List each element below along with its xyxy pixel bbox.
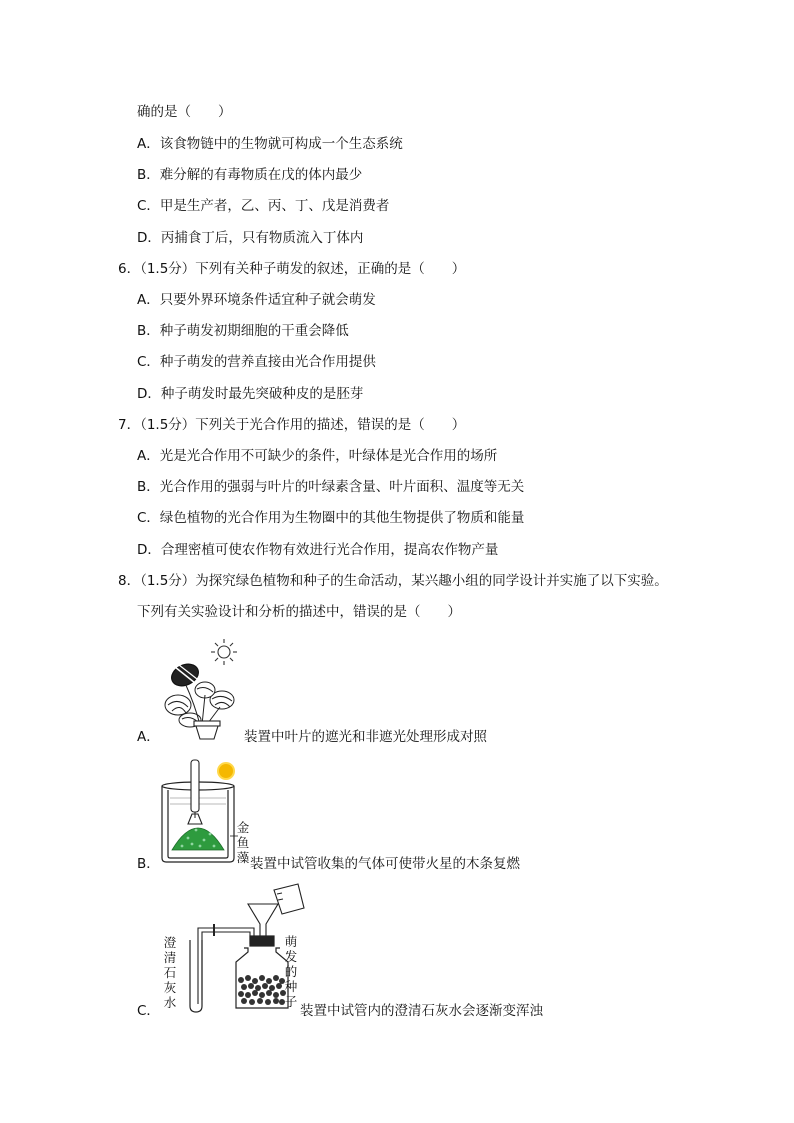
sun-icon (218, 763, 234, 779)
limewater-test-tube (190, 940, 202, 1012)
germinating-seeds-label: 萌发的种子 (284, 934, 298, 1009)
aquatic-plant (172, 828, 224, 850)
sun-icon (211, 639, 237, 665)
q6-option-b: B．种子萌发初期细胞的干重会降低 (137, 323, 349, 339)
q8-option-c-text: 装置中试管内的澄清石灰水会逐渐变浑浊 (300, 1003, 543, 1019)
question-6: 6．（1.5分）下列有关种子萌发的叙述，正确的是（ ） (118, 261, 466, 277)
q8-option-c-letter: C． (137, 1003, 160, 1019)
aquatic-plant-label: 金鱼藻 (236, 820, 250, 865)
flower-pot (194, 721, 220, 739)
q8-option-a-letter: A． (137, 729, 160, 745)
question-5-stem-end: 确的是（ ） (137, 104, 232, 120)
q8-option-b-text: 装置中试管收集的气体可使带火星的木条复燃 (250, 856, 520, 872)
q7-option-d: D．合理密植可使农作物有效进行光合作用，提高农作物产量 (137, 542, 499, 558)
q5-option-c: C．甲是生产者，乙、丙、丁、戊是消费者 (137, 198, 390, 214)
q7-option-c: C．绿色植物的光合作用为生物圈中的其他生物提供了物质和能量 (137, 510, 525, 526)
q6-option-c: C．种子萌发的营养直接由光合作用提供 (137, 354, 376, 370)
q8-option-b-letter: B． (137, 856, 160, 872)
q8-option-a-text: 装置中叶片的遮光和非遮光处理形成对照 (244, 729, 487, 745)
q5-option-d: D．丙捕食丁后，只有物质流入丁体内 (137, 230, 364, 246)
q7-option-a: A．光是光合作用不可缺少的条件，叶绿体是光合作用的场所 (137, 448, 498, 464)
q7-option-b: B．光合作用的强弱与叶片的叶绿素含量、叶片面积、温度等无关 (137, 479, 525, 495)
pouring-beaker (274, 884, 304, 914)
limewater-label: 澄清石灰水 (163, 935, 177, 1010)
q5-option-b: B．难分解的有毒物质在戊的体内最少 (137, 167, 363, 183)
question-8: 8．（1.5分）为探究绿色植物和种子的生命活动，某兴趣小组的同学设计并实施了以下实验。 (118, 573, 668, 589)
q5-option-a: A．该食物链中的生物就可构成一个生态系统 (137, 136, 403, 152)
q6-option-d: D．种子萌发时最先突破种皮的是胚芽 (137, 386, 364, 402)
question-7: 7．（1.5分）下列关于光合作用的描述，错误的是（ ） (118, 417, 466, 433)
plant-leaves (165, 682, 234, 727)
plant-shading-figure (160, 635, 242, 740)
aquatic-plant-figure (158, 758, 238, 866)
question-8-cont: 下列有关实验设计和分析的描述中，错误的是（ ） (137, 604, 461, 620)
q6-option-a: A．只要外界环境条件适宜种子就会萌发 (137, 292, 376, 308)
